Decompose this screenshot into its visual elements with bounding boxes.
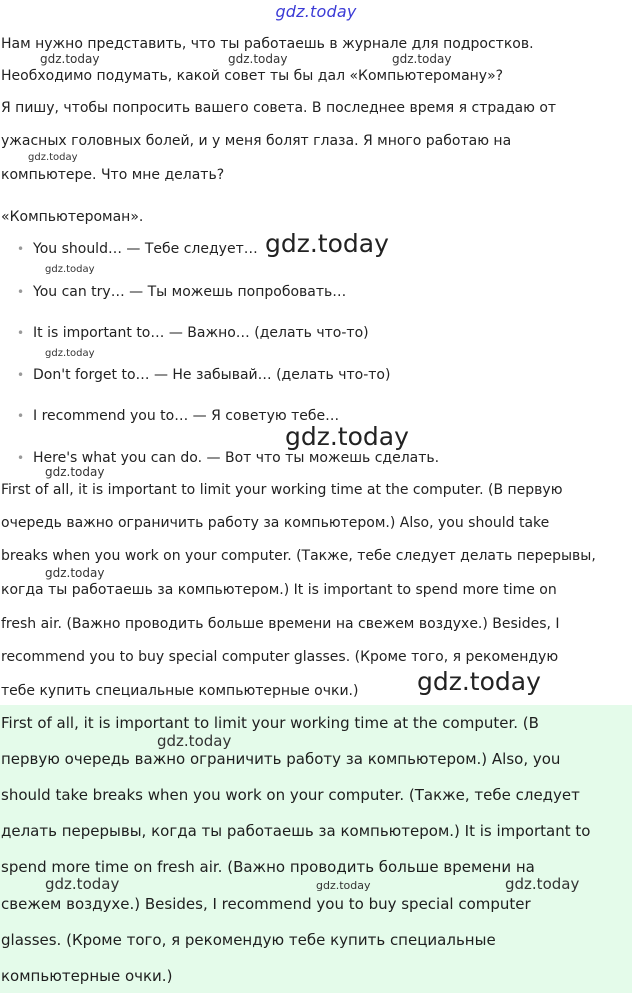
bullet-icon: • [17, 285, 25, 299]
list-item-text: I recommend you to… — Я советую тебе… [33, 408, 340, 424]
bullet-icon: • [17, 368, 25, 382]
watermark: gdz.today [285, 422, 409, 451]
watermark: gdz.today [45, 264, 95, 275]
letter-line-3: компьютере. Что мне делать? [1, 167, 225, 183]
answer-line-8: компьютерные очки.) [1, 967, 173, 985]
watermark-top: gdz.today [275, 2, 357, 21]
watermark: gdz.today [228, 52, 288, 66]
list-item-text: Here's what you can do. — Вот что ты можешь сделать. [33, 450, 440, 466]
answer-line-7: glasses. (Кроме того, я рекомендую тебе купить специальные [1, 931, 496, 949]
watermark: gdz.today [157, 732, 232, 750]
list-item [17, 283, 346, 301]
answer-box [0, 705, 632, 993]
watermark: gdz.today [392, 52, 452, 66]
list-item [17, 324, 369, 342]
answer-line-4: делать перерывы, когда ты работаешь за компьютером.) It is important to [1, 822, 591, 840]
bullet-icon: • [17, 409, 25, 423]
answer-line-3: should take breaks when you work on your computer. (Также, тебе следует [1, 786, 580, 804]
list-item [17, 240, 258, 258]
letter-line-1: Я пишу, чтобы попросить вашего совета. В последнее время я страдаю от [1, 100, 557, 116]
solution-line-1: First of all, it is important to limit your working time at the computer. (В первую [1, 482, 563, 498]
bullet-icon: • [17, 451, 25, 465]
watermark: gdz.today [45, 566, 105, 580]
letter-line-2: ужасных головных болей, и у меня болят глаза. Я много работаю на [1, 133, 512, 149]
solution-line-7: тебе купить специальные компьютерные очки.) [1, 683, 359, 699]
watermark: gdz.today [40, 52, 100, 66]
list-item-text: Don't forget to… — Не забывай… (делать что-то) [33, 367, 391, 383]
answer-line-5: spend more time on fresh air. (Важно проводить больше времени на [1, 858, 535, 876]
task-intro-line-1: Нам нужно представить, что ты работаешь в журнале для подростков. [1, 36, 534, 52]
list-item-text: You should… — Тебе следует… [33, 241, 258, 257]
solution-line-2: очередь важно ограничить работу за компьютером.) Also, you should take [1, 515, 550, 531]
solution-line-4: когда ты работаешь за компьютером.) It is important to spend more time on [1, 582, 557, 598]
answer-line-2: первую очередь важно ограничить работу за компьютером.) Also, you [1, 750, 561, 768]
watermark: gdz.today [45, 348, 95, 359]
solution-line-6: recommend you to buy special computer glasses. (Кроме того, я рекомендую [1, 649, 559, 665]
watermark: gdz.today [316, 879, 371, 892]
solution-line-5: fresh air. (Важно проводить больше времени на свежем воздухе.) Besides, I [1, 616, 560, 632]
task-intro-line-2: Необходимо подумать, какой совет ты бы дал «Компьютероману»? [1, 68, 504, 84]
answer-line-1: First of all, it is important to limit your working time at the computer. (В [1, 714, 539, 732]
watermark: gdz.today [28, 152, 78, 163]
answer-line-6: свежем воздухе.) Besides, I recommend you to buy special computer [1, 895, 531, 913]
watermark: gdz.today [45, 465, 105, 479]
letter-signature: «Компьютероман». [1, 209, 144, 225]
bullet-icon: • [17, 326, 25, 340]
solution-line-3: breaks when you work on your computer. (Также, тебе следует делать перерывы, [1, 548, 596, 564]
watermark: gdz.today [265, 229, 389, 258]
bullet-icon: • [17, 242, 25, 256]
watermark: gdz.today [45, 875, 120, 893]
watermark: gdz.today [505, 875, 580, 893]
list-item [17, 366, 390, 384]
list-item-text: You can try… — Ты можешь попробовать… [33, 284, 347, 300]
watermark: gdz.today [417, 667, 541, 696]
list-item-text: It is important to… — Важно… (делать что-то) [33, 325, 369, 341]
